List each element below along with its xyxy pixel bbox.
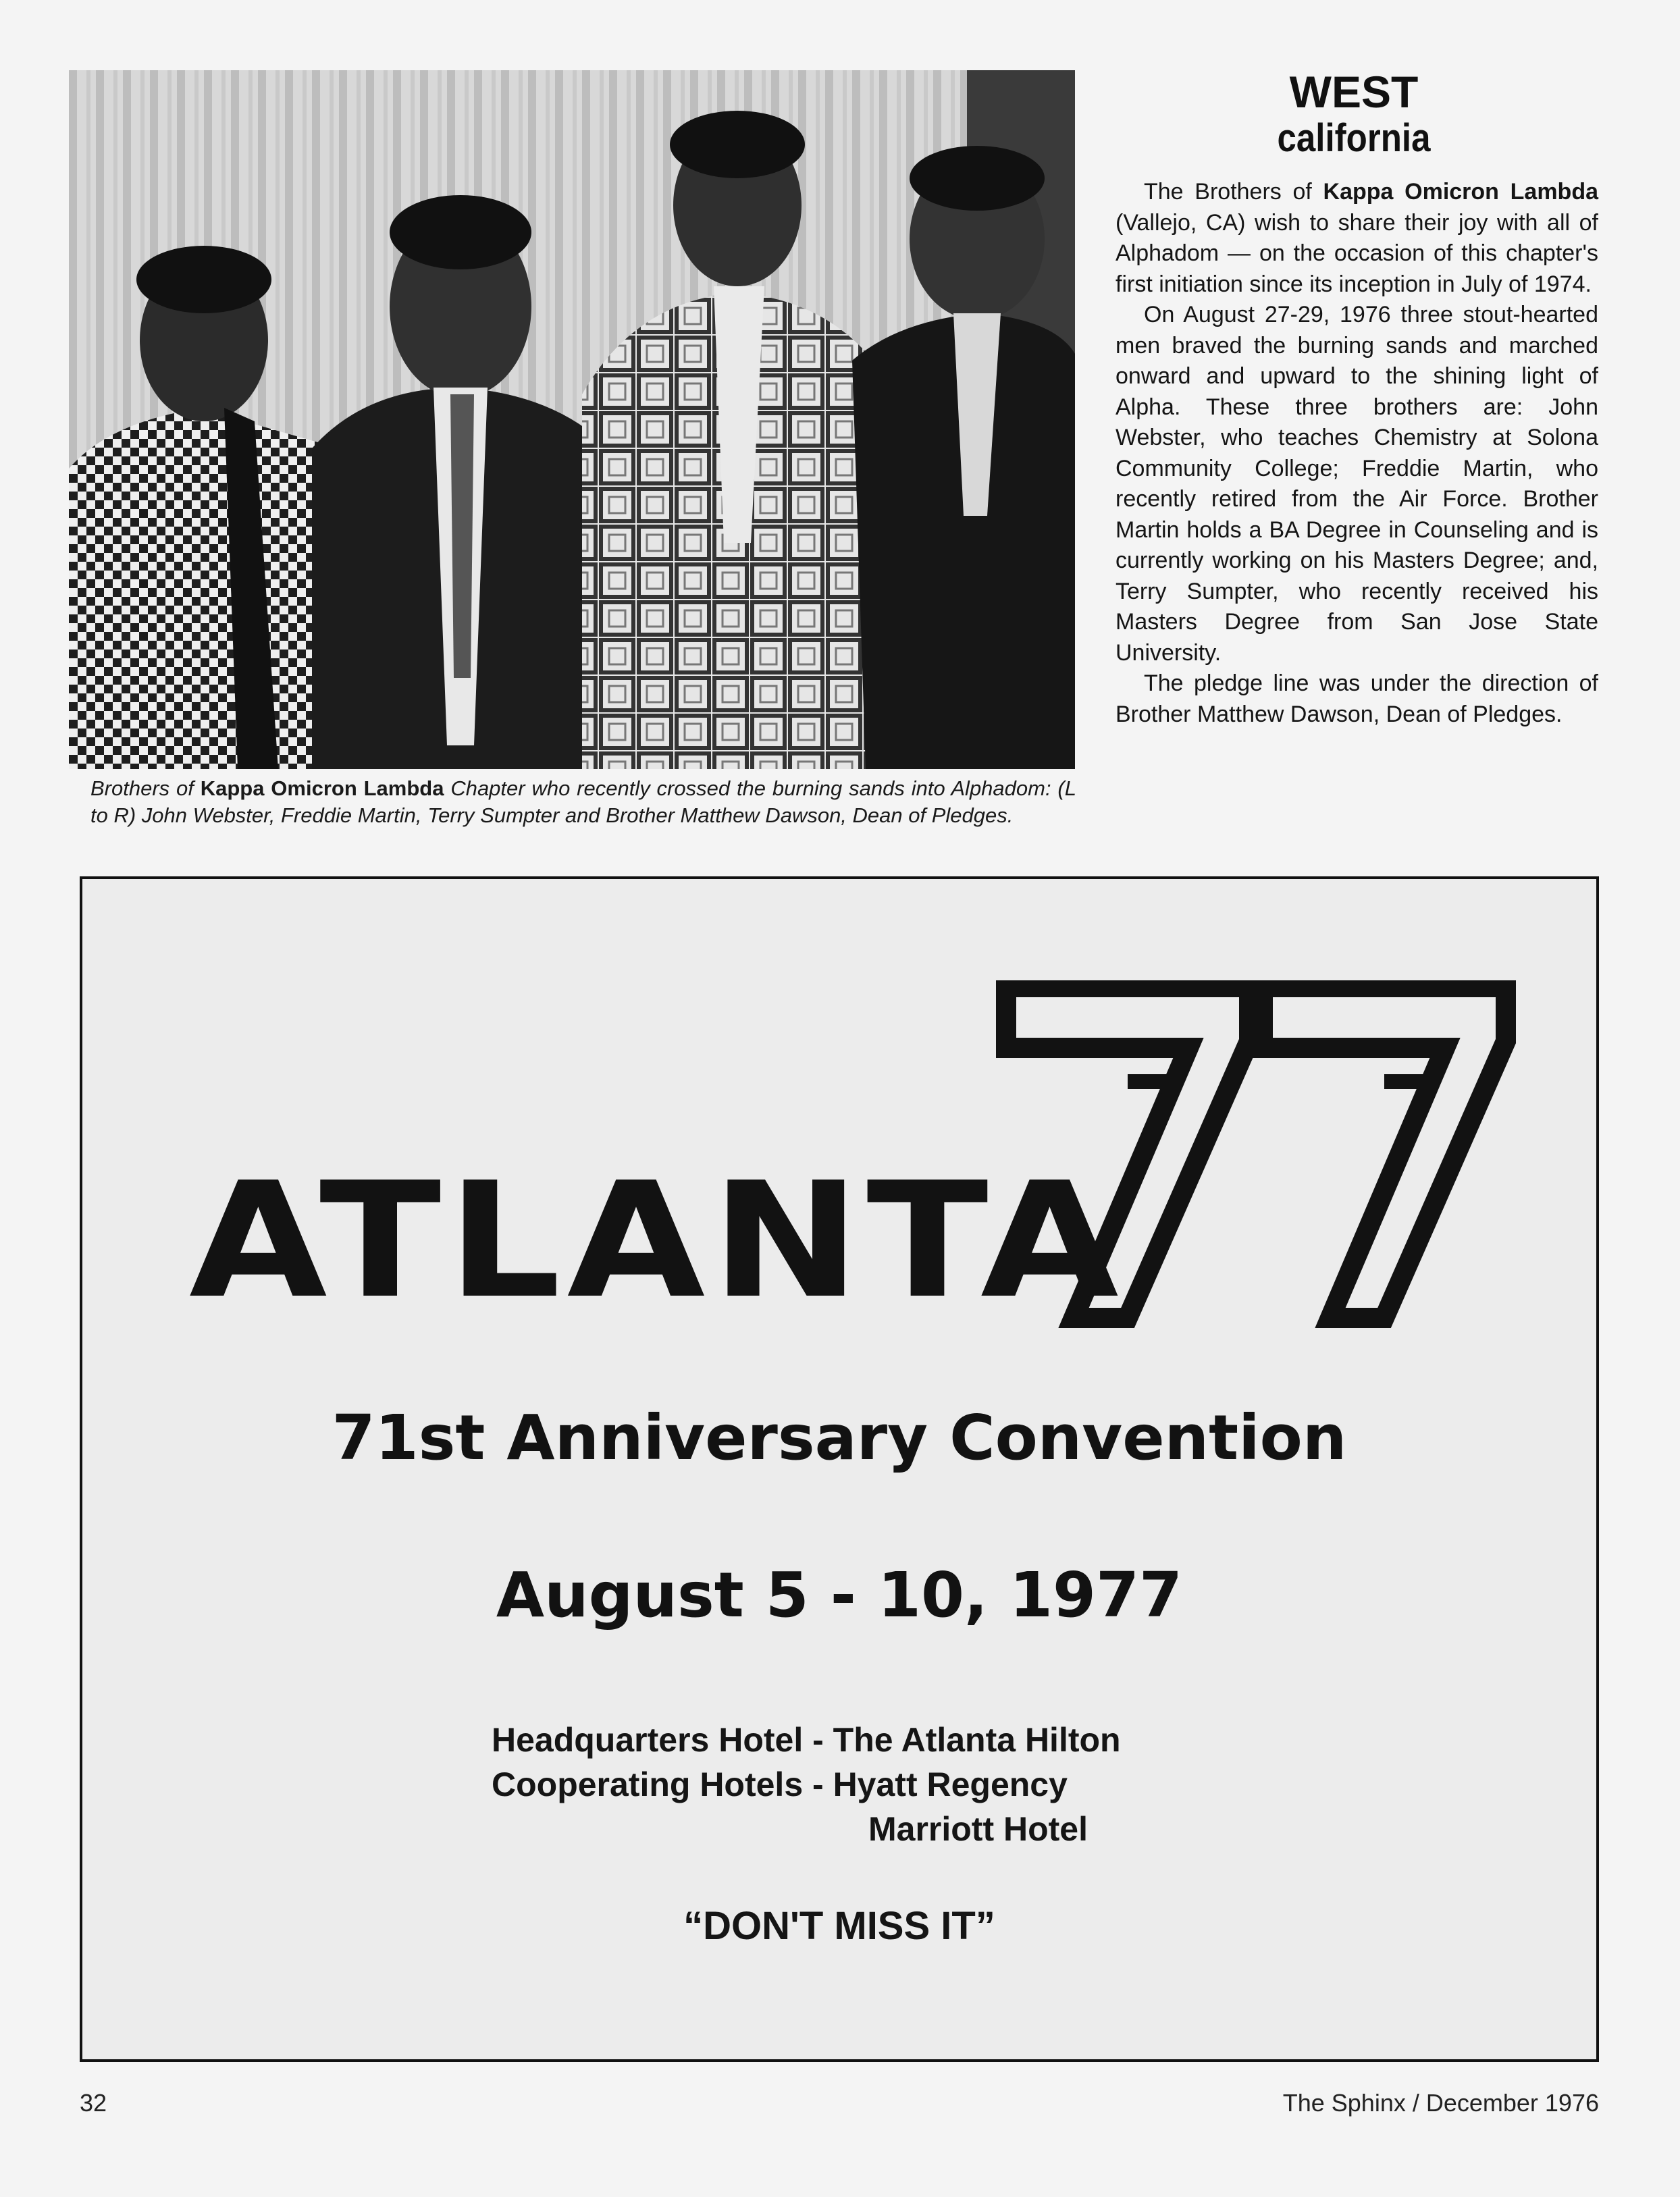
article-paragraph-1 — [1115, 177, 1598, 300]
article-p1-rest: (Vallejo, CA) wish to share their joy with all of Alphadom — on the occasion of this chapter's first initiation since its inception in July of 1974. — [1115, 209, 1598, 297]
hotel-list — [492, 1718, 1302, 1851]
ad-tagline: “DON'T MISS IT” — [683, 1904, 995, 1948]
caption-lead: Brothers of — [90, 776, 201, 800]
article-paragraph-2: On August 27-29, 1976 three stout-hearted men braved the burning sands and marched onward and upward to the shining light of Alpha. These three brothers are: John Webster, who teaches Chemistry at Solona Community College; Freddie Martin, who recently retired from the Air Force. Brother Martin holds a BA Degree in Counseling and is currently working on his Masters Degree; and, Terry Sumpter, who recently received his Masters Degree from San Jose State University. — [1115, 302, 1598, 666]
region-heading: WEST — [1289, 67, 1419, 117]
coop-value-2: Marriott Hotel — [868, 1810, 1088, 1848]
coop-value-1: Hyatt Regency — [833, 1766, 1068, 1803]
page-number: 32 — [80, 2089, 107, 2117]
convention-title: 71st Anniversary Convention — [332, 1402, 1347, 1474]
state-heading: california — [1277, 116, 1431, 160]
city-wordmark: ATLANTA — [189, 1148, 1125, 1333]
hq-label: Headquarters Hotel - — [492, 1721, 833, 1759]
hq-hotel-row — [492, 1718, 1302, 1762]
coop-label: Cooperating Hotels - — [492, 1766, 833, 1803]
article-p1-chapter: Kappa Omicron Lambda — [1323, 179, 1598, 205]
coop-hotel-row — [492, 1762, 1302, 1807]
convention-dates: August 5 - 10, 1977 — [496, 1559, 1183, 1631]
article-paragraph-3: The pledge line was under the direction of Brother Matthew Dawson, Dean of Pledges. — [1115, 670, 1598, 727]
coop-hotel-row-2 — [492, 1807, 1302, 1851]
publication-footer: The Sphinx / December 1976 — [1282, 2089, 1599, 2117]
caption-rest: Chapter who recently crossed the burning sands into Alphadom: (L to R) John Webster, Freddie Martin, Terry Sumpter and Brother Matthew Dawson, Dean of Pledges. — [90, 776, 1076, 827]
group-photo — [69, 70, 1075, 769]
section-heading — [1114, 68, 1594, 161]
group-photo-icon — [69, 70, 1075, 769]
chapter-article — [1115, 177, 1598, 730]
photo-caption — [90, 775, 1076, 829]
caption-chapter: Kappa Omicron Lambda — [200, 776, 444, 800]
article-p1-lead: The Brothers of — [1144, 179, 1323, 205]
hq-value: The Atlanta Hilton — [833, 1721, 1121, 1759]
